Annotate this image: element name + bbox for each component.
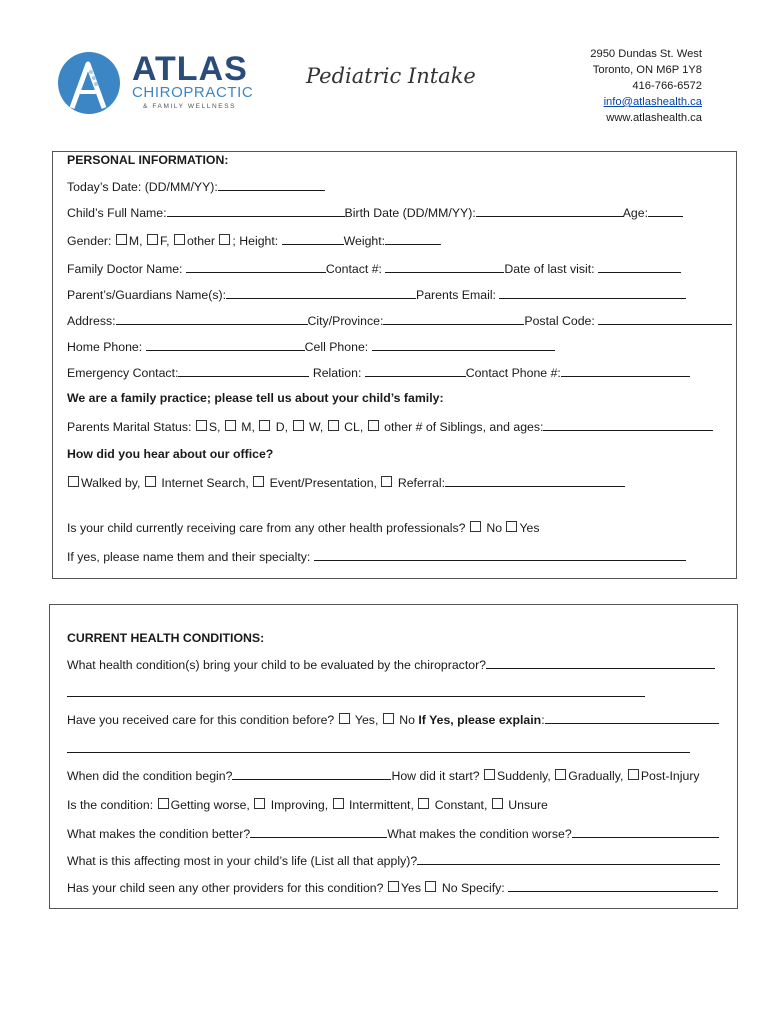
how-start-label: How did it start? bbox=[391, 769, 480, 783]
getting-worse-checkbox[interactable] bbox=[158, 798, 169, 809]
intermittent-checkbox[interactable] bbox=[333, 798, 344, 809]
received-care-yes-checkbox[interactable] bbox=[339, 713, 350, 724]
marital-cl-label: CL, bbox=[344, 420, 364, 434]
better-field[interactable] bbox=[250, 826, 387, 838]
siblings-field[interactable] bbox=[543, 419, 713, 431]
referral-field[interactable] bbox=[445, 475, 625, 487]
what-condition-field[interactable] bbox=[486, 657, 715, 669]
website-text: www.atlashealth.ca bbox=[606, 112, 702, 124]
relation-field[interactable] bbox=[365, 365, 466, 377]
clinic-contact-block bbox=[590, 46, 702, 126]
last-visit-field[interactable] bbox=[598, 261, 681, 273]
gender-m-checkbox[interactable] bbox=[116, 234, 127, 245]
explain-label: If Yes, please explain bbox=[418, 713, 542, 727]
logo-name: ATLAS bbox=[132, 50, 248, 88]
marital-other-label: other bbox=[384, 420, 413, 434]
postal-label: Postal Code: bbox=[524, 314, 595, 328]
specialty-row bbox=[67, 549, 686, 564]
clinic-phone: 416-766-6572 bbox=[632, 80, 702, 92]
explain-field[interactable] bbox=[545, 712, 719, 724]
providers-no-checkbox[interactable] bbox=[425, 881, 436, 892]
other-care-row bbox=[67, 521, 540, 535]
family-doctor-label: Family Doctor Name: bbox=[67, 262, 183, 276]
gender-f-label: F, bbox=[159, 234, 170, 248]
providers-yes-checkbox[interactable] bbox=[388, 881, 399, 892]
parents-email-label: Parents Email: bbox=[416, 288, 496, 302]
contact-phone-label: Contact Phone #: bbox=[465, 366, 561, 380]
spine-logo-icon bbox=[58, 52, 120, 114]
improving-label: Improving, bbox=[270, 798, 329, 812]
siblings-label: # of Siblings, and ages: bbox=[415, 420, 544, 434]
health-heading: CURRENT HEALTH CONDITIONS: bbox=[67, 631, 265, 645]
providers-row bbox=[67, 880, 718, 895]
hear-heading: How did you hear about our office? bbox=[67, 447, 274, 461]
cell-phone-field[interactable] bbox=[372, 339, 555, 351]
when-begin-field[interactable] bbox=[232, 768, 391, 780]
doctor-contact-field[interactable] bbox=[385, 261, 504, 273]
referral-checkbox[interactable] bbox=[381, 476, 392, 487]
birth-date-label: Birth Date (DD/MM/YY): bbox=[344, 206, 476, 220]
marital-w-checkbox[interactable] bbox=[293, 420, 304, 431]
unsure-checkbox[interactable] bbox=[492, 798, 503, 809]
family-heading: We are a family practice; please tell us about your child’s family: bbox=[67, 391, 444, 405]
city-label: City/Province: bbox=[307, 314, 384, 328]
address-field[interactable] bbox=[116, 313, 308, 325]
event-checkbox[interactable] bbox=[253, 476, 264, 487]
address-row bbox=[67, 313, 732, 328]
marital-cl-checkbox[interactable] bbox=[328, 420, 339, 431]
condition-begin-row bbox=[67, 768, 700, 783]
emergency-field[interactable] bbox=[178, 365, 309, 377]
referral-label: Referral: bbox=[397, 476, 445, 490]
gradually-checkbox[interactable] bbox=[555, 769, 566, 780]
providers-yes-label: Yes bbox=[400, 881, 421, 895]
guardians-row bbox=[67, 287, 686, 302]
other-care-no-checkbox[interactable] bbox=[470, 521, 481, 532]
relation-label: Relation: bbox=[312, 366, 362, 380]
child-name-field[interactable] bbox=[167, 205, 345, 217]
weight-field[interactable] bbox=[385, 233, 441, 245]
guardians-label: Parent’s/Guardians Name(s): bbox=[67, 288, 227, 302]
guardians-field[interactable] bbox=[226, 287, 416, 299]
marital-other-checkbox[interactable] bbox=[368, 420, 379, 431]
referral-row bbox=[67, 475, 625, 490]
explain-colon: : bbox=[541, 713, 545, 727]
unsure-label: Unsure bbox=[508, 798, 548, 812]
post-injury-checkbox[interactable] bbox=[628, 769, 639, 780]
last-visit-label: Date of last visit: bbox=[504, 262, 595, 276]
contact-phone-field[interactable] bbox=[561, 365, 690, 377]
specialty-field[interactable] bbox=[314, 549, 686, 561]
marital-d-checkbox[interactable] bbox=[259, 420, 270, 431]
personal-heading: PERSONAL INFORMATION: bbox=[67, 153, 229, 167]
suddenly-label: Suddenly, bbox=[497, 769, 551, 783]
marital-d-label: D, bbox=[275, 420, 289, 434]
marital-s-checkbox[interactable] bbox=[196, 420, 207, 431]
gender-f-checkbox[interactable] bbox=[147, 234, 158, 245]
email-link[interactable]: info@atlashealth.ca bbox=[603, 96, 702, 108]
todays-date-field[interactable] bbox=[218, 179, 325, 191]
address-line-2: Toronto, ON M6P 1Y8 bbox=[592, 64, 702, 76]
parents-email-field[interactable] bbox=[499, 287, 686, 299]
walked-by-label: Walked by, bbox=[81, 476, 141, 490]
marital-row bbox=[67, 419, 713, 434]
home-phone-label: Home Phone: bbox=[67, 340, 143, 354]
address-line-1: 2950 Dundas St. West bbox=[590, 48, 702, 60]
getting-worse-label: Getting worse, bbox=[170, 798, 250, 812]
affecting-label: What is this affecting most in your child’s life (List all that apply)? bbox=[67, 854, 418, 868]
child-name-row bbox=[67, 205, 683, 220]
gender-m-label: M, bbox=[128, 234, 143, 248]
explain-field-line-2[interactable] bbox=[67, 752, 690, 753]
specialty-label: If yes, please name them and their specialty: bbox=[67, 550, 311, 564]
postal-field[interactable] bbox=[598, 313, 732, 325]
home-phone-field[interactable] bbox=[146, 339, 305, 351]
providers-label: Has your child seen any other providers for this condition? bbox=[67, 881, 384, 895]
is-condition-label: Is the condition: bbox=[67, 798, 154, 812]
age-field[interactable] bbox=[648, 205, 683, 217]
family-doctor-field[interactable] bbox=[186, 261, 326, 273]
gender-other-checkbox[interactable] bbox=[174, 234, 185, 245]
gender-other-label: other bbox=[186, 234, 215, 248]
intermittent-label: Intermittent, bbox=[348, 798, 414, 812]
weight-label: Weight: bbox=[343, 234, 386, 248]
marital-label: Parents Marital Status: bbox=[67, 420, 192, 434]
age-label: Age: bbox=[622, 206, 649, 220]
suddenly-checkbox[interactable] bbox=[484, 769, 495, 780]
height-field[interactable] bbox=[282, 233, 344, 245]
improving-checkbox[interactable] bbox=[254, 798, 265, 809]
received-care-yes-label: Yes, bbox=[354, 713, 379, 727]
other-care-yes-checkbox[interactable] bbox=[506, 521, 517, 532]
marital-m-checkbox[interactable] bbox=[225, 420, 236, 431]
what-condition-label: What health condition(s) bring your child to be evaluated by the chiropractor? bbox=[67, 658, 487, 672]
better-worse-row bbox=[67, 826, 719, 841]
marital-w-label: W, bbox=[308, 420, 324, 434]
todays-date-row bbox=[67, 179, 325, 194]
marital-s-label: S, bbox=[208, 420, 221, 434]
received-care-row bbox=[67, 712, 719, 727]
what-condition-row bbox=[67, 657, 715, 672]
worse-field[interactable] bbox=[572, 826, 719, 838]
clinic-logo-emblem bbox=[58, 52, 120, 114]
better-label: What makes the condition better? bbox=[67, 827, 251, 841]
providers-no-label: No Specify: bbox=[441, 881, 505, 895]
child-name-label: Child’s Full Name: bbox=[67, 206, 167, 220]
other-care-yes-label: Yes bbox=[519, 521, 540, 535]
gradually-label: Gradually, bbox=[568, 769, 624, 783]
walked-by-checkbox[interactable] bbox=[68, 476, 79, 487]
gender-other-box[interactable] bbox=[219, 234, 230, 245]
doctor-row bbox=[67, 261, 681, 276]
what-condition-field-line-2[interactable] bbox=[67, 696, 645, 697]
other-care-label: Is your child currently receiving care from any other health professionals? bbox=[67, 521, 466, 535]
address-label: Address: bbox=[67, 314, 116, 328]
worse-label: What makes the condition worse? bbox=[387, 827, 572, 841]
doctor-contact-label: Contact #: bbox=[325, 262, 382, 276]
gender-label: Gender: bbox=[67, 234, 112, 248]
received-care-no-label: No bbox=[399, 713, 415, 727]
city-field[interactable] bbox=[383, 313, 524, 325]
form-title: Pediatric Intake bbox=[306, 64, 476, 88]
when-begin-label: When did the condition begin? bbox=[67, 769, 233, 783]
post-injury-label: Post-Injury bbox=[640, 769, 700, 783]
logo-tagline: & FAMILY WELLNESS bbox=[143, 103, 237, 110]
height-label: ; Height: bbox=[232, 234, 279, 248]
cell-phone-label: Cell Phone: bbox=[304, 340, 369, 354]
birth-date-field[interactable] bbox=[476, 205, 623, 217]
gender-row bbox=[67, 233, 441, 248]
internet-search-label: Internet Search, bbox=[161, 476, 249, 490]
internet-search-checkbox[interactable] bbox=[145, 476, 156, 487]
emergency-row bbox=[67, 365, 690, 380]
todays-date-label: Today’s Date: (DD/MM/YY): bbox=[67, 180, 218, 194]
marital-m-label: M, bbox=[241, 420, 255, 434]
logo-subtitle: CHIROPRACTIC bbox=[132, 84, 254, 101]
affecting-field[interactable] bbox=[417, 853, 720, 865]
received-care-no-checkbox[interactable] bbox=[383, 713, 394, 724]
event-label: Event/Presentation, bbox=[269, 476, 377, 490]
received-care-label: Have you received care for this condition before? bbox=[67, 713, 335, 727]
emergency-label: Emergency Contact: bbox=[67, 366, 179, 380]
phone-row bbox=[67, 339, 555, 354]
condition-status-row bbox=[67, 798, 548, 812]
constant-checkbox[interactable] bbox=[418, 798, 429, 809]
providers-specify-field[interactable] bbox=[508, 880, 718, 892]
other-care-no-label: No bbox=[486, 521, 503, 535]
affecting-row bbox=[67, 853, 720, 868]
constant-label: Constant, bbox=[434, 798, 488, 812]
